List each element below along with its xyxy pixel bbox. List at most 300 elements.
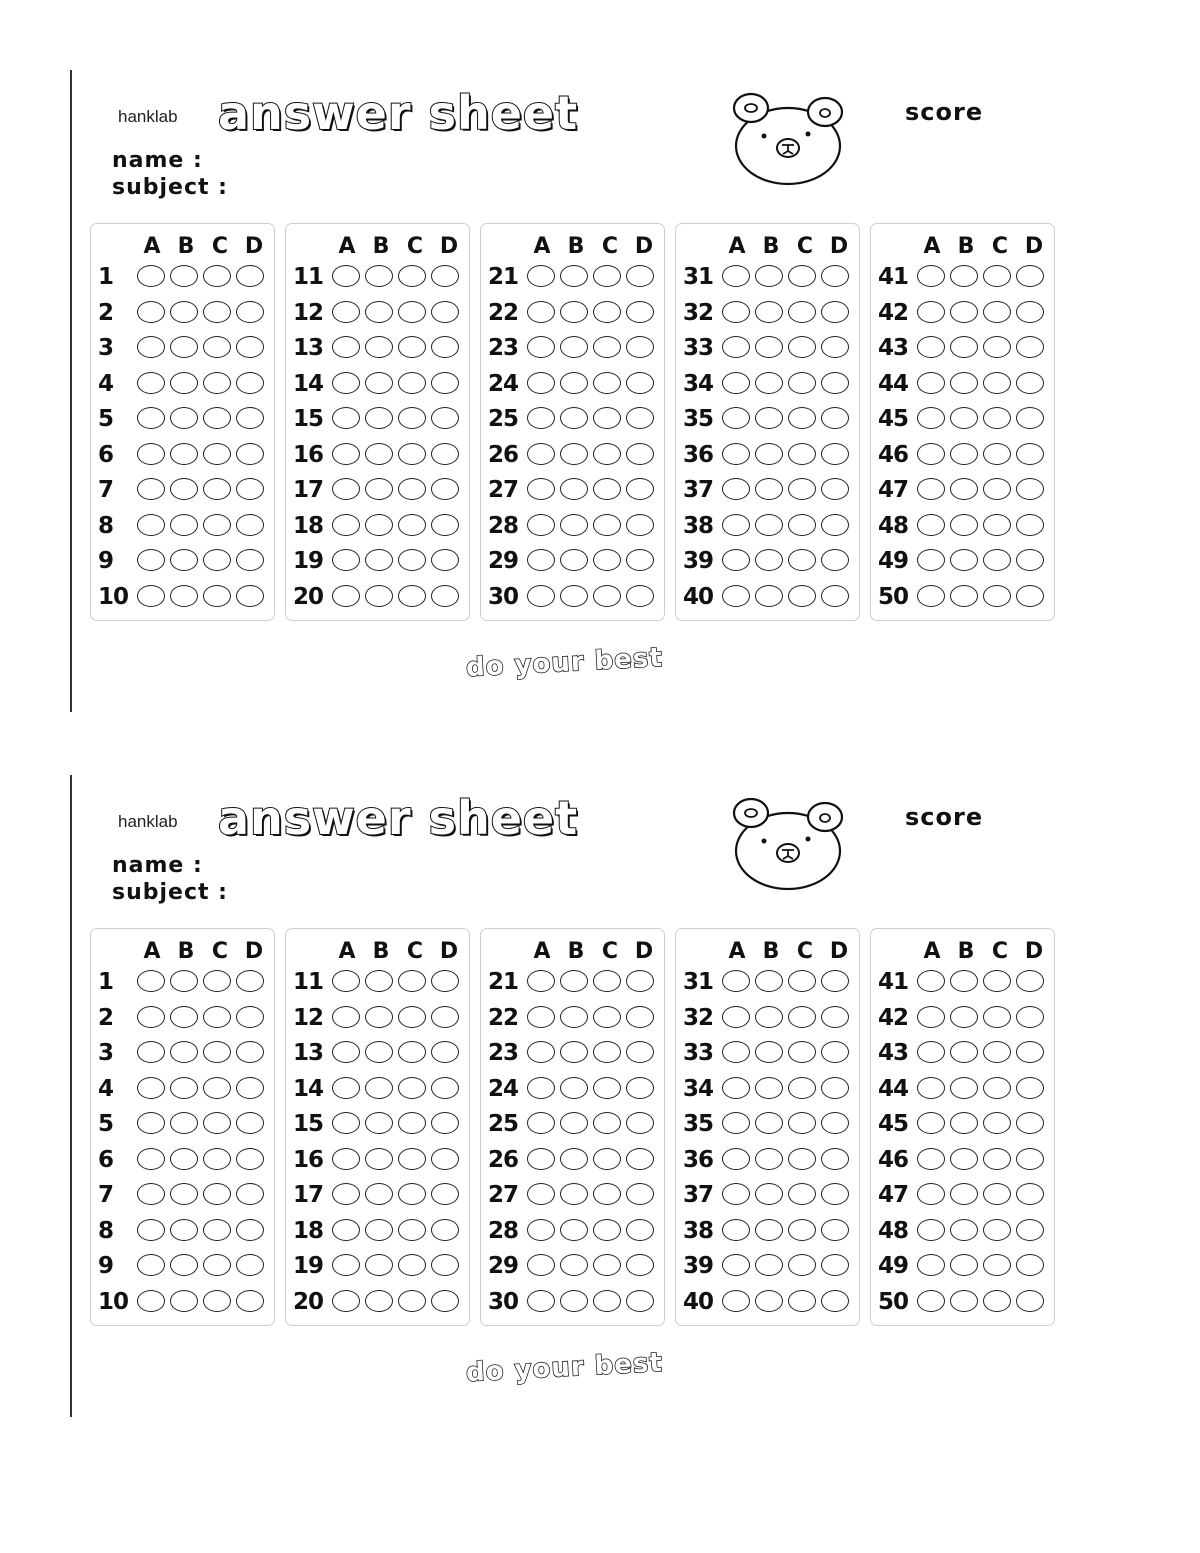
answer-bubble-a[interactable] xyxy=(917,549,945,571)
answer-bubble-a[interactable] xyxy=(722,1219,750,1241)
answer-bubble-c[interactable] xyxy=(593,1077,621,1099)
answer-bubble-a[interactable] xyxy=(917,1006,945,1028)
answer-bubble-d[interactable] xyxy=(821,336,849,358)
answer-bubble-a[interactable] xyxy=(527,301,555,323)
answer-bubble-d[interactable] xyxy=(236,1006,264,1028)
subject-field-label[interactable]: subject : xyxy=(112,880,228,905)
answer-bubble-c[interactable] xyxy=(788,1148,816,1170)
answer-bubble-d[interactable] xyxy=(626,514,654,536)
answer-bubble-d[interactable] xyxy=(236,1254,264,1276)
answer-bubble-b[interactable] xyxy=(170,1041,198,1063)
answer-bubble-b[interactable] xyxy=(170,301,198,323)
answer-bubble-b[interactable] xyxy=(755,1290,783,1312)
answer-bubble-d[interactable] xyxy=(821,1112,849,1134)
answer-bubble-c[interactable] xyxy=(203,478,231,500)
answer-bubble-d[interactable] xyxy=(626,1112,654,1134)
answer-bubble-c[interactable] xyxy=(983,1006,1011,1028)
answer-bubble-a[interactable] xyxy=(527,514,555,536)
answer-bubble-b[interactable] xyxy=(950,970,978,992)
answer-bubble-b[interactable] xyxy=(170,407,198,429)
answer-bubble-c[interactable] xyxy=(983,1148,1011,1170)
answer-bubble-d[interactable] xyxy=(431,1254,459,1276)
answer-bubble-d[interactable] xyxy=(431,514,459,536)
answer-bubble-b[interactable] xyxy=(365,549,393,571)
answer-bubble-a[interactable] xyxy=(722,549,750,571)
answer-bubble-c[interactable] xyxy=(398,1041,426,1063)
answer-bubble-a[interactable] xyxy=(137,1219,165,1241)
answer-bubble-a[interactable] xyxy=(722,372,750,394)
answer-bubble-d[interactable] xyxy=(236,1219,264,1241)
answer-bubble-c[interactable] xyxy=(203,407,231,429)
answer-bubble-c[interactable] xyxy=(203,443,231,465)
answer-bubble-d[interactable] xyxy=(821,1077,849,1099)
answer-bubble-c[interactable] xyxy=(203,301,231,323)
answer-bubble-d[interactable] xyxy=(626,1148,654,1170)
answer-bubble-b[interactable] xyxy=(950,585,978,607)
answer-bubble-c[interactable] xyxy=(593,1041,621,1063)
answer-bubble-c[interactable] xyxy=(203,585,231,607)
answer-bubble-c[interactable] xyxy=(788,1006,816,1028)
answer-bubble-a[interactable] xyxy=(917,1148,945,1170)
answer-bubble-a[interactable] xyxy=(722,970,750,992)
answer-bubble-c[interactable] xyxy=(593,1219,621,1241)
answer-bubble-d[interactable] xyxy=(1016,407,1044,429)
answer-bubble-a[interactable] xyxy=(332,372,360,394)
answer-bubble-d[interactable] xyxy=(431,478,459,500)
answer-bubble-c[interactable] xyxy=(983,514,1011,536)
answer-bubble-d[interactable] xyxy=(431,372,459,394)
answer-bubble-d[interactable] xyxy=(1016,372,1044,394)
answer-bubble-b[interactable] xyxy=(950,1219,978,1241)
answer-bubble-a[interactable] xyxy=(917,1219,945,1241)
answer-bubble-b[interactable] xyxy=(950,301,978,323)
answer-bubble-b[interactable] xyxy=(755,1219,783,1241)
answer-bubble-d[interactable] xyxy=(236,1183,264,1205)
answer-bubble-b[interactable] xyxy=(365,478,393,500)
answer-bubble-b[interactable] xyxy=(755,549,783,571)
answer-bubble-a[interactable] xyxy=(332,1148,360,1170)
answer-bubble-d[interactable] xyxy=(1016,1006,1044,1028)
answer-bubble-b[interactable] xyxy=(170,478,198,500)
answer-bubble-a[interactable] xyxy=(527,1290,555,1312)
answer-bubble-a[interactable] xyxy=(917,336,945,358)
answer-bubble-d[interactable] xyxy=(821,407,849,429)
answer-bubble-b[interactable] xyxy=(950,1006,978,1028)
answer-bubble-c[interactable] xyxy=(593,443,621,465)
answer-bubble-b[interactable] xyxy=(755,443,783,465)
answer-bubble-c[interactable] xyxy=(788,549,816,571)
answer-bubble-c[interactable] xyxy=(203,970,231,992)
answer-bubble-b[interactable] xyxy=(560,1077,588,1099)
answer-bubble-c[interactable] xyxy=(398,549,426,571)
answer-bubble-c[interactable] xyxy=(593,1112,621,1134)
answer-bubble-b[interactable] xyxy=(755,970,783,992)
answer-bubble-c[interactable] xyxy=(398,1148,426,1170)
answer-bubble-b[interactable] xyxy=(755,1148,783,1170)
answer-bubble-d[interactable] xyxy=(1016,336,1044,358)
answer-bubble-d[interactable] xyxy=(821,549,849,571)
answer-bubble-b[interactable] xyxy=(755,407,783,429)
answer-bubble-a[interactable] xyxy=(527,372,555,394)
answer-bubble-c[interactable] xyxy=(983,372,1011,394)
answer-bubble-b[interactable] xyxy=(560,970,588,992)
answer-bubble-a[interactable] xyxy=(917,1183,945,1205)
answer-bubble-d[interactable] xyxy=(626,549,654,571)
answer-bubble-d[interactable] xyxy=(821,1183,849,1205)
answer-bubble-a[interactable] xyxy=(917,1112,945,1134)
answer-bubble-d[interactable] xyxy=(431,1041,459,1063)
answer-bubble-d[interactable] xyxy=(1016,1290,1044,1312)
answer-bubble-d[interactable] xyxy=(431,549,459,571)
answer-bubble-b[interactable] xyxy=(560,336,588,358)
answer-bubble-d[interactable] xyxy=(431,1183,459,1205)
answer-bubble-c[interactable] xyxy=(983,265,1011,287)
answer-bubble-a[interactable] xyxy=(137,585,165,607)
answer-bubble-c[interactable] xyxy=(593,1148,621,1170)
answer-bubble-b[interactable] xyxy=(950,1183,978,1205)
answer-bubble-c[interactable] xyxy=(398,1077,426,1099)
answer-bubble-a[interactable] xyxy=(722,1006,750,1028)
answer-bubble-c[interactable] xyxy=(203,1254,231,1276)
answer-bubble-b[interactable] xyxy=(755,265,783,287)
answer-bubble-a[interactable] xyxy=(917,478,945,500)
answer-bubble-c[interactable] xyxy=(203,1006,231,1028)
answer-bubble-a[interactable] xyxy=(332,970,360,992)
answer-bubble-a[interactable] xyxy=(917,372,945,394)
answer-bubble-b[interactable] xyxy=(560,1148,588,1170)
answer-bubble-a[interactable] xyxy=(722,407,750,429)
answer-bubble-c[interactable] xyxy=(983,301,1011,323)
answer-bubble-a[interactable] xyxy=(332,1183,360,1205)
answer-bubble-b[interactable] xyxy=(365,443,393,465)
answer-bubble-c[interactable] xyxy=(398,265,426,287)
answer-bubble-b[interactable] xyxy=(170,549,198,571)
answer-bubble-d[interactable] xyxy=(431,336,459,358)
answer-bubble-c[interactable] xyxy=(398,443,426,465)
answer-bubble-a[interactable] xyxy=(137,407,165,429)
answer-bubble-d[interactable] xyxy=(821,1006,849,1028)
answer-bubble-b[interactable] xyxy=(950,407,978,429)
answer-bubble-d[interactable] xyxy=(236,301,264,323)
answer-bubble-d[interactable] xyxy=(431,443,459,465)
answer-bubble-b[interactable] xyxy=(560,265,588,287)
answer-bubble-d[interactable] xyxy=(626,443,654,465)
answer-bubble-c[interactable] xyxy=(398,478,426,500)
answer-bubble-c[interactable] xyxy=(788,1290,816,1312)
answer-bubble-b[interactable] xyxy=(755,1254,783,1276)
answer-bubble-b[interactable] xyxy=(950,372,978,394)
answer-bubble-d[interactable] xyxy=(431,301,459,323)
answer-bubble-d[interactable] xyxy=(1016,1077,1044,1099)
answer-bubble-c[interactable] xyxy=(203,1148,231,1170)
answer-bubble-a[interactable] xyxy=(527,970,555,992)
answer-bubble-a[interactable] xyxy=(332,585,360,607)
answer-bubble-c[interactable] xyxy=(788,478,816,500)
answer-bubble-a[interactable] xyxy=(722,1254,750,1276)
answer-bubble-c[interactable] xyxy=(788,336,816,358)
answer-bubble-c[interactable] xyxy=(983,1254,1011,1276)
answer-bubble-d[interactable] xyxy=(626,1254,654,1276)
answer-bubble-c[interactable] xyxy=(983,478,1011,500)
answer-bubble-c[interactable] xyxy=(983,1112,1011,1134)
answer-bubble-b[interactable] xyxy=(950,1041,978,1063)
answer-bubble-c[interactable] xyxy=(788,1112,816,1134)
answer-bubble-a[interactable] xyxy=(722,1148,750,1170)
answer-bubble-d[interactable] xyxy=(626,585,654,607)
answer-bubble-a[interactable] xyxy=(527,1112,555,1134)
answer-bubble-a[interactable] xyxy=(917,970,945,992)
answer-bubble-c[interactable] xyxy=(788,514,816,536)
answer-bubble-a[interactable] xyxy=(722,478,750,500)
answer-bubble-c[interactable] xyxy=(593,478,621,500)
answer-bubble-d[interactable] xyxy=(626,265,654,287)
answer-bubble-d[interactable] xyxy=(626,1183,654,1205)
name-field-label[interactable]: name : xyxy=(112,853,203,878)
answer-bubble-a[interactable] xyxy=(917,514,945,536)
answer-bubble-d[interactable] xyxy=(821,265,849,287)
answer-bubble-b[interactable] xyxy=(170,336,198,358)
answer-bubble-b[interactable] xyxy=(170,443,198,465)
answer-bubble-a[interactable] xyxy=(137,372,165,394)
answer-bubble-b[interactable] xyxy=(170,1219,198,1241)
answer-bubble-c[interactable] xyxy=(203,514,231,536)
answer-bubble-b[interactable] xyxy=(560,1254,588,1276)
answer-bubble-c[interactable] xyxy=(983,336,1011,358)
answer-bubble-d[interactable] xyxy=(821,1219,849,1241)
answer-bubble-a[interactable] xyxy=(137,443,165,465)
answer-bubble-a[interactable] xyxy=(722,585,750,607)
answer-bubble-d[interactable] xyxy=(1016,301,1044,323)
answer-bubble-d[interactable] xyxy=(821,372,849,394)
answer-bubble-a[interactable] xyxy=(527,585,555,607)
answer-bubble-b[interactable] xyxy=(755,301,783,323)
answer-bubble-a[interactable] xyxy=(137,970,165,992)
answer-bubble-b[interactable] xyxy=(365,407,393,429)
answer-bubble-a[interactable] xyxy=(527,265,555,287)
answer-bubble-b[interactable] xyxy=(755,1112,783,1134)
answer-bubble-d[interactable] xyxy=(1016,443,1044,465)
answer-bubble-b[interactable] xyxy=(170,514,198,536)
answer-bubble-d[interactable] xyxy=(236,1290,264,1312)
answer-bubble-a[interactable] xyxy=(722,336,750,358)
answer-bubble-a[interactable] xyxy=(332,1006,360,1028)
answer-bubble-b[interactable] xyxy=(365,1077,393,1099)
answer-bubble-c[interactable] xyxy=(203,1077,231,1099)
answer-bubble-c[interactable] xyxy=(203,265,231,287)
answer-bubble-c[interactable] xyxy=(593,549,621,571)
answer-bubble-d[interactable] xyxy=(236,336,264,358)
answer-bubble-b[interactable] xyxy=(560,514,588,536)
answer-bubble-a[interactable] xyxy=(722,514,750,536)
answer-bubble-d[interactable] xyxy=(236,443,264,465)
answer-bubble-c[interactable] xyxy=(983,1290,1011,1312)
answer-bubble-a[interactable] xyxy=(722,443,750,465)
answer-bubble-d[interactable] xyxy=(1016,970,1044,992)
answer-bubble-c[interactable] xyxy=(788,443,816,465)
answer-bubble-b[interactable] xyxy=(365,1006,393,1028)
answer-bubble-d[interactable] xyxy=(821,478,849,500)
answer-bubble-b[interactable] xyxy=(755,1077,783,1099)
answer-bubble-d[interactable] xyxy=(236,372,264,394)
answer-bubble-b[interactable] xyxy=(950,265,978,287)
answer-bubble-b[interactable] xyxy=(560,1290,588,1312)
answer-bubble-c[interactable] xyxy=(788,970,816,992)
answer-bubble-c[interactable] xyxy=(593,970,621,992)
answer-bubble-c[interactable] xyxy=(983,585,1011,607)
answer-bubble-c[interactable] xyxy=(203,549,231,571)
answer-bubble-a[interactable] xyxy=(527,1148,555,1170)
answer-bubble-b[interactable] xyxy=(560,1183,588,1205)
answer-bubble-c[interactable] xyxy=(593,301,621,323)
answer-bubble-a[interactable] xyxy=(332,1041,360,1063)
answer-bubble-a[interactable] xyxy=(137,301,165,323)
answer-bubble-d[interactable] xyxy=(236,514,264,536)
answer-bubble-c[interactable] xyxy=(983,970,1011,992)
answer-bubble-c[interactable] xyxy=(593,372,621,394)
answer-bubble-a[interactable] xyxy=(917,443,945,465)
answer-bubble-d[interactable] xyxy=(236,585,264,607)
answer-bubble-c[interactable] xyxy=(593,1183,621,1205)
answer-bubble-b[interactable] xyxy=(560,1041,588,1063)
answer-bubble-a[interactable] xyxy=(332,1077,360,1099)
answer-bubble-a[interactable] xyxy=(332,514,360,536)
answer-bubble-a[interactable] xyxy=(722,1183,750,1205)
answer-bubble-c[interactable] xyxy=(398,372,426,394)
answer-bubble-c[interactable] xyxy=(788,265,816,287)
answer-bubble-b[interactable] xyxy=(755,1006,783,1028)
answer-bubble-c[interactable] xyxy=(983,1077,1011,1099)
answer-bubble-b[interactable] xyxy=(950,1148,978,1170)
answer-bubble-b[interactable] xyxy=(365,265,393,287)
answer-bubble-c[interactable] xyxy=(983,1219,1011,1241)
answer-bubble-b[interactable] xyxy=(170,1183,198,1205)
answer-bubble-b[interactable] xyxy=(560,585,588,607)
answer-bubble-d[interactable] xyxy=(626,301,654,323)
answer-bubble-d[interactable] xyxy=(626,1041,654,1063)
answer-bubble-a[interactable] xyxy=(137,514,165,536)
answer-bubble-b[interactable] xyxy=(755,478,783,500)
answer-bubble-d[interactable] xyxy=(431,1148,459,1170)
answer-bubble-b[interactable] xyxy=(755,1183,783,1205)
answer-bubble-d[interactable] xyxy=(431,407,459,429)
answer-bubble-a[interactable] xyxy=(332,478,360,500)
answer-bubble-a[interactable] xyxy=(722,301,750,323)
answer-bubble-b[interactable] xyxy=(560,478,588,500)
answer-bubble-d[interactable] xyxy=(431,265,459,287)
answer-bubble-c[interactable] xyxy=(398,1219,426,1241)
answer-bubble-c[interactable] xyxy=(983,1183,1011,1205)
answer-bubble-a[interactable] xyxy=(527,549,555,571)
answer-bubble-d[interactable] xyxy=(821,301,849,323)
answer-bubble-b[interactable] xyxy=(365,336,393,358)
answer-bubble-c[interactable] xyxy=(398,585,426,607)
answer-bubble-c[interactable] xyxy=(788,585,816,607)
answer-bubble-b[interactable] xyxy=(170,265,198,287)
answer-bubble-d[interactable] xyxy=(236,970,264,992)
answer-bubble-a[interactable] xyxy=(527,1006,555,1028)
answer-bubble-a[interactable] xyxy=(137,336,165,358)
answer-bubble-c[interactable] xyxy=(398,1112,426,1134)
answer-bubble-a[interactable] xyxy=(917,1290,945,1312)
answer-bubble-b[interactable] xyxy=(950,1254,978,1276)
answer-bubble-b[interactable] xyxy=(170,372,198,394)
answer-bubble-d[interactable] xyxy=(626,478,654,500)
answer-bubble-c[interactable] xyxy=(983,1041,1011,1063)
answer-bubble-c[interactable] xyxy=(983,443,1011,465)
answer-bubble-d[interactable] xyxy=(821,514,849,536)
answer-bubble-a[interactable] xyxy=(917,1041,945,1063)
answer-bubble-b[interactable] xyxy=(755,1041,783,1063)
answer-bubble-c[interactable] xyxy=(593,1254,621,1276)
answer-bubble-a[interactable] xyxy=(722,265,750,287)
answer-bubble-c[interactable] xyxy=(398,1254,426,1276)
answer-bubble-c[interactable] xyxy=(788,1041,816,1063)
answer-bubble-a[interactable] xyxy=(332,1219,360,1241)
answer-bubble-b[interactable] xyxy=(170,970,198,992)
answer-bubble-a[interactable] xyxy=(137,1254,165,1276)
answer-bubble-d[interactable] xyxy=(236,1112,264,1134)
answer-bubble-a[interactable] xyxy=(917,585,945,607)
answer-bubble-a[interactable] xyxy=(137,478,165,500)
answer-bubble-d[interactable] xyxy=(236,478,264,500)
answer-bubble-d[interactable] xyxy=(821,585,849,607)
answer-bubble-b[interactable] xyxy=(950,514,978,536)
answer-bubble-a[interactable] xyxy=(332,549,360,571)
answer-bubble-c[interactable] xyxy=(203,336,231,358)
answer-bubble-a[interactable] xyxy=(332,1112,360,1134)
answer-bubble-b[interactable] xyxy=(170,1148,198,1170)
answer-bubble-c[interactable] xyxy=(788,1183,816,1205)
answer-bubble-c[interactable] xyxy=(398,407,426,429)
answer-bubble-c[interactable] xyxy=(203,1041,231,1063)
answer-bubble-b[interactable] xyxy=(365,372,393,394)
answer-bubble-a[interactable] xyxy=(527,478,555,500)
answer-bubble-c[interactable] xyxy=(398,970,426,992)
answer-bubble-d[interactable] xyxy=(1016,549,1044,571)
answer-bubble-d[interactable] xyxy=(1016,1219,1044,1241)
answer-bubble-a[interactable] xyxy=(527,1219,555,1241)
answer-bubble-c[interactable] xyxy=(203,372,231,394)
answer-bubble-a[interactable] xyxy=(137,265,165,287)
answer-bubble-c[interactable] xyxy=(593,336,621,358)
answer-bubble-b[interactable] xyxy=(755,585,783,607)
answer-bubble-c[interactable] xyxy=(398,301,426,323)
answer-bubble-a[interactable] xyxy=(137,1077,165,1099)
answer-bubble-b[interactable] xyxy=(170,1006,198,1028)
answer-bubble-a[interactable] xyxy=(332,1254,360,1276)
answer-bubble-d[interactable] xyxy=(821,1290,849,1312)
answer-bubble-d[interactable] xyxy=(431,1112,459,1134)
answer-bubble-d[interactable] xyxy=(431,1219,459,1241)
answer-bubble-d[interactable] xyxy=(431,1077,459,1099)
answer-bubble-d[interactable] xyxy=(1016,1148,1044,1170)
answer-bubble-d[interactable] xyxy=(821,1254,849,1276)
answer-bubble-a[interactable] xyxy=(722,1112,750,1134)
answer-bubble-d[interactable] xyxy=(1016,585,1044,607)
answer-bubble-d[interactable] xyxy=(431,1006,459,1028)
answer-bubble-c[interactable] xyxy=(203,1183,231,1205)
answer-bubble-a[interactable] xyxy=(137,1112,165,1134)
answer-bubble-d[interactable] xyxy=(1016,514,1044,536)
answer-bubble-a[interactable] xyxy=(917,265,945,287)
answer-bubble-d[interactable] xyxy=(626,336,654,358)
answer-bubble-c[interactable] xyxy=(788,1254,816,1276)
answer-bubble-d[interactable] xyxy=(236,407,264,429)
answer-bubble-a[interactable] xyxy=(917,1077,945,1099)
answer-bubble-a[interactable] xyxy=(917,301,945,323)
answer-bubble-b[interactable] xyxy=(170,1077,198,1099)
answer-bubble-d[interactable] xyxy=(626,1290,654,1312)
